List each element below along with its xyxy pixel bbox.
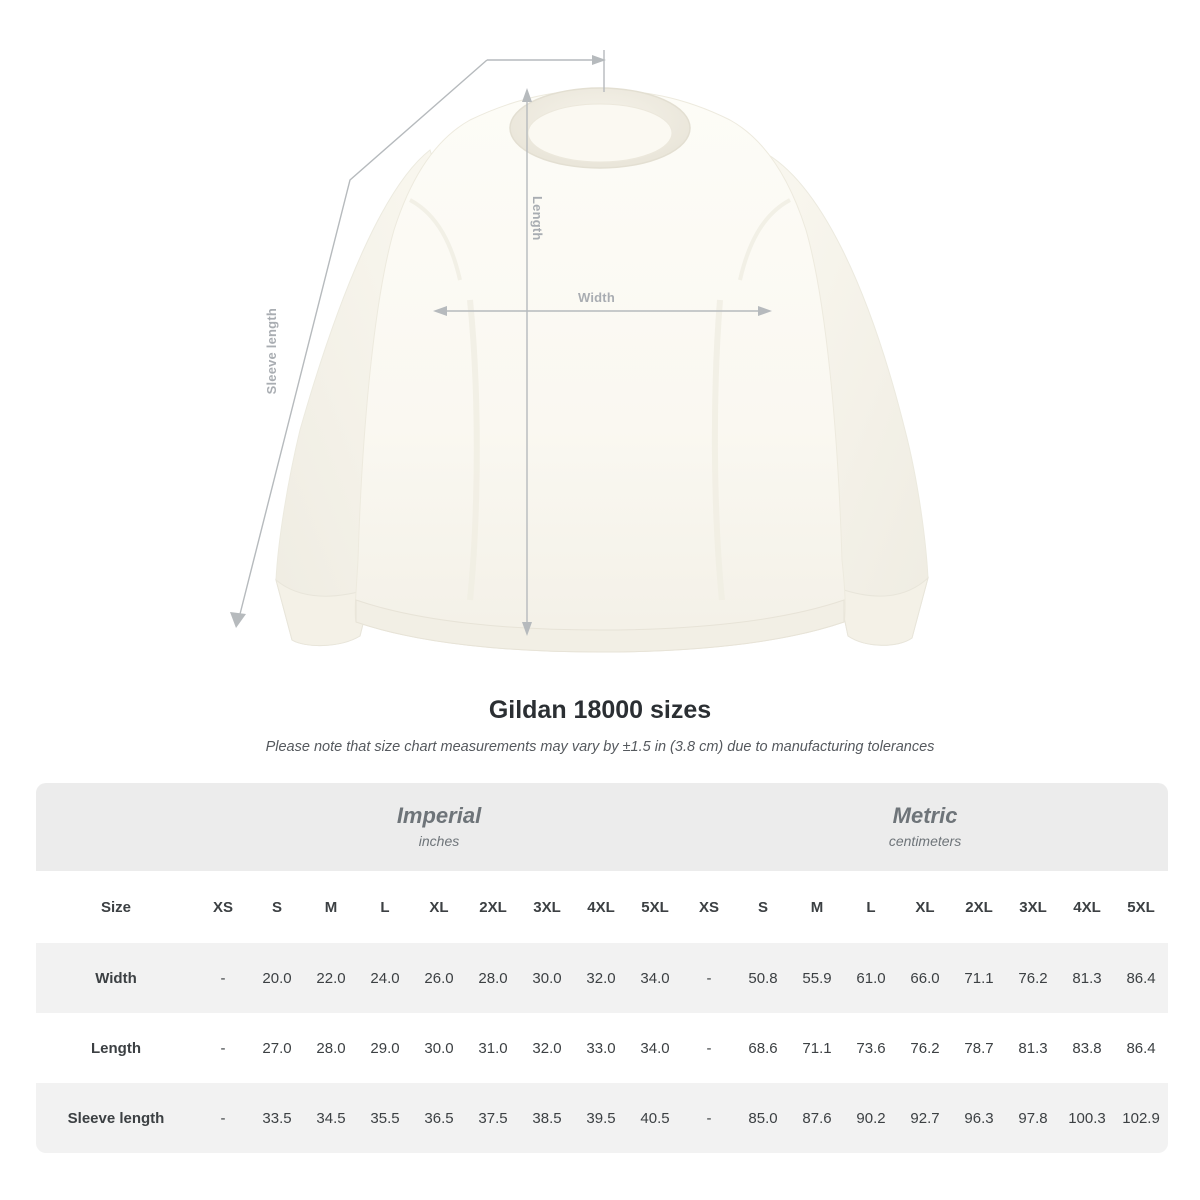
cell: 81.3	[1060, 943, 1114, 1013]
cell: 24.0	[358, 943, 412, 1013]
cell: 22.0	[304, 943, 358, 1013]
cell: -	[196, 1013, 250, 1083]
sleeve-length-guide-label: Sleeve length	[264, 308, 279, 395]
size-header-cell: XS	[682, 871, 736, 943]
cell: 40.5	[628, 1083, 682, 1153]
page-title: Gildan 18000 sizes	[488, 696, 712, 724]
unit-header-imperial	[196, 783, 682, 871]
imperial-title: Imperial	[396, 803, 482, 829]
row-label-length: Length	[36, 1013, 196, 1083]
size-header-cell: L	[844, 871, 898, 943]
cell: -	[196, 1083, 250, 1153]
cell: 71.1	[790, 1013, 844, 1083]
size-header-cell: XL	[412, 871, 466, 943]
cell: 39.5	[574, 1083, 628, 1153]
size-header-cell: XS	[196, 871, 250, 943]
cell: 31.0	[466, 1013, 520, 1083]
size-header-cell: S	[250, 871, 304, 943]
size-header-cell: L	[358, 871, 412, 943]
cell: 83.8	[1060, 1013, 1114, 1083]
size-header-cell: 3XL	[520, 871, 574, 943]
cell: 38.5	[520, 1083, 574, 1153]
row-label-sleeve-length: Sleeve length	[36, 1083, 196, 1153]
cell: -	[682, 943, 736, 1013]
cell: 28.0	[304, 1013, 358, 1083]
cell: 26.0	[412, 943, 466, 1013]
size-header-cell: 4XL	[1060, 871, 1114, 943]
cell: 87.6	[790, 1083, 844, 1153]
cell: 90.2	[844, 1083, 898, 1153]
tolerance-note: Please note that size chart measurements may vary by ±1.5 in (3.8 cm) due to manufacturing tolerances	[265, 739, 935, 755]
cell: 34.0	[628, 943, 682, 1013]
size-header-cell: M	[304, 871, 358, 943]
size-header-cell: 4XL	[574, 871, 628, 943]
cell: 28.0	[466, 943, 520, 1013]
size-header-cell: 5XL	[1114, 871, 1168, 943]
size-header-label: Size	[36, 871, 196, 943]
size-header-cell: 5XL	[628, 871, 682, 943]
size-header-cell: M	[790, 871, 844, 943]
imperial-subtitle: inches	[418, 832, 460, 849]
cell: 32.0	[574, 943, 628, 1013]
cell: 34.0	[628, 1013, 682, 1083]
cell: -	[682, 1013, 736, 1083]
cell: 71.1	[952, 943, 1006, 1013]
size-header-cell: 2XL	[466, 871, 520, 943]
cell: 100.3	[1060, 1083, 1114, 1153]
cell: 30.0	[412, 1013, 466, 1083]
cell: 68.6	[736, 1013, 790, 1083]
unit-header-row	[36, 783, 1168, 871]
size-table-wrapper	[36, 783, 1164, 1153]
width-guide-label: Width	[578, 290, 615, 305]
cell: 35.5	[358, 1083, 412, 1153]
cell: 61.0	[844, 943, 898, 1013]
cell: 33.0	[574, 1013, 628, 1083]
cell: 76.2	[1006, 943, 1060, 1013]
cell: 81.3	[1006, 1013, 1060, 1083]
size-header-cell: S	[736, 871, 790, 943]
table-row	[36, 943, 1168, 1013]
size-table	[36, 783, 1168, 1153]
length-guide-label: Length	[530, 196, 545, 241]
cell: 85.0	[736, 1083, 790, 1153]
cell: -	[196, 943, 250, 1013]
size-header-cell: 2XL	[952, 871, 1006, 943]
row-label-width: Width	[36, 943, 196, 1013]
cell: 66.0	[898, 943, 952, 1013]
cell: 20.0	[250, 943, 304, 1013]
cell: 73.6	[844, 1013, 898, 1083]
size-header-row	[36, 871, 1168, 943]
cell: -	[682, 1083, 736, 1153]
cell: 86.4	[1114, 1013, 1168, 1083]
cell: 76.2	[898, 1013, 952, 1083]
cell: 96.3	[952, 1083, 1006, 1153]
cell: 102.9	[1114, 1083, 1168, 1153]
cell: 36.5	[412, 1083, 466, 1153]
size-header-cell: 3XL	[1006, 871, 1060, 943]
size-header-cell: XL	[898, 871, 952, 943]
cell: 34.5	[304, 1083, 358, 1153]
cell: 27.0	[250, 1013, 304, 1083]
table-row	[36, 1083, 1168, 1153]
cell: 29.0	[358, 1013, 412, 1083]
cell: 55.9	[790, 943, 844, 1013]
cell: 30.0	[520, 943, 574, 1013]
cell: 33.5	[250, 1083, 304, 1153]
cell: 50.8	[736, 943, 790, 1013]
cell: 97.8	[1006, 1083, 1060, 1153]
unit-header-metric	[682, 783, 1168, 871]
cell: 86.4	[1114, 943, 1168, 1013]
cell: 37.5	[466, 1083, 520, 1153]
unit-header-spacer	[36, 783, 196, 871]
metric-subtitle: centimeters	[888, 832, 962, 849]
cell: 78.7	[952, 1013, 1006, 1083]
table-row	[36, 1013, 1168, 1083]
metric-title: Metric	[892, 803, 958, 829]
cell: 92.7	[898, 1083, 952, 1153]
cell: 32.0	[520, 1013, 574, 1083]
